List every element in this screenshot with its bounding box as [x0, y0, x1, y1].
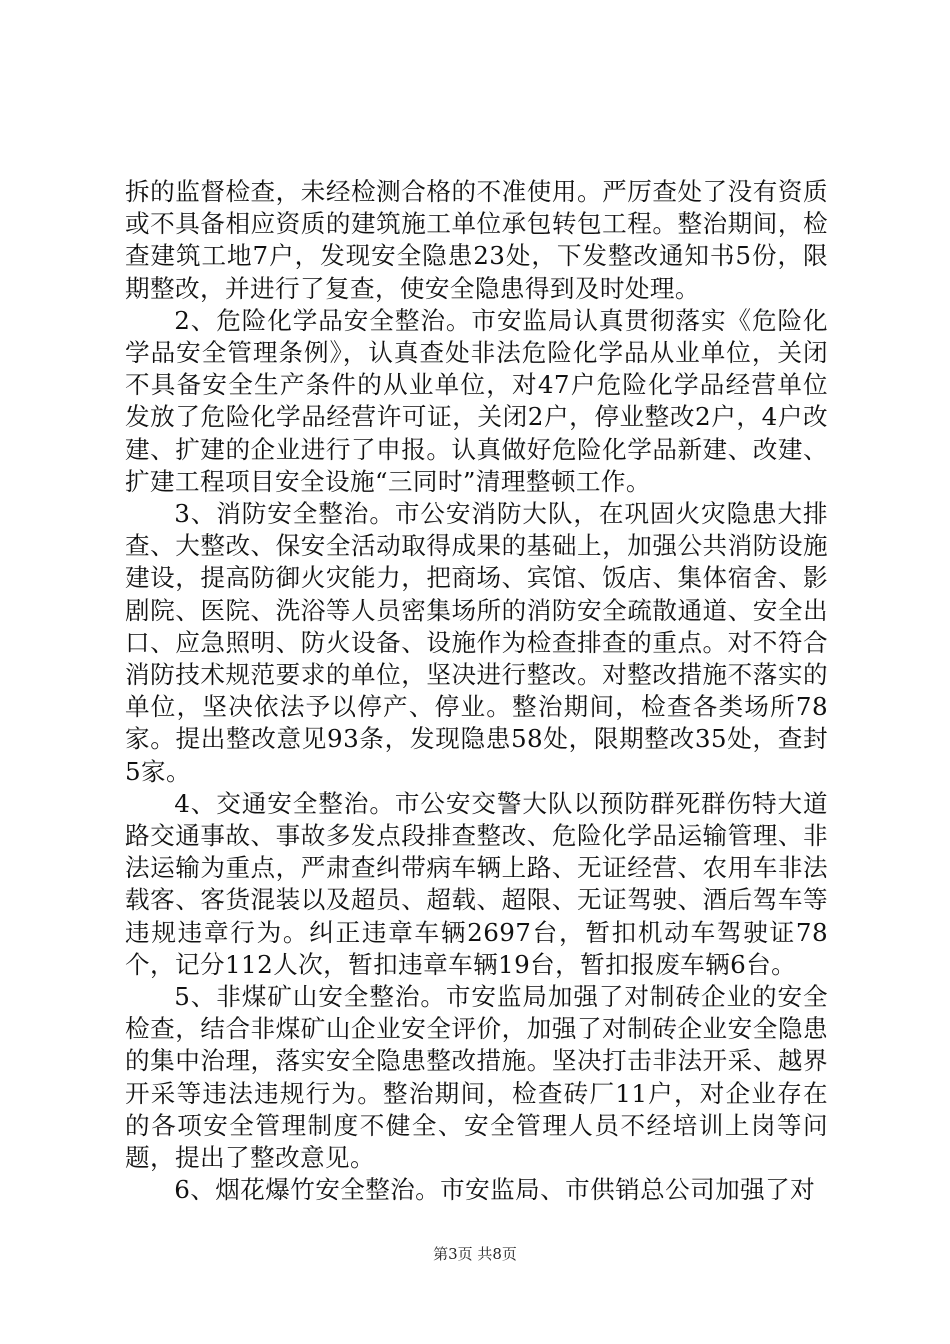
- paragraph-5: 5、非煤矿山安全整治。市安监局加强了对制砖企业的安全检查，结合非煤矿山企业安全评价，加强了对制砖企业安全隐患的集中治理，落实安全隐患整改措施。坚决打击非法开采、越界开采等违法违规行为。整治期间，检查砖厂11户，对企业存在的各项安全管理制度不健全、安全管理人员不经培训上岗等问题，提出了整改意见。: [125, 982, 828, 1173]
- document-body: [125, 176, 828, 1207]
- paragraph-1: 拆的监督检查，未经检测合格的不准使用。严厉查处了没有资质或不具备相应资质的建筑施工单位承包转包工程。整治期间，检查建筑工地7户，发现安全隐患23处，下发整改通知书5份，限期整改，并进行了复查，使安全隐患得到及时处理。: [125, 177, 828, 303]
- paragraph-2: 2、危险化学品安全整治。市安监局认真贯彻落实《危险化学品安全管理条例》，认真查处非法危险化学品从业单位，关闭不具备安全生产条件的从业单位，对47户危险化学品经营单位发放了危险化学品经营许可证，关闭2户，停业整改2户，4户改建、扩建的企业进行了申报。认真做好危险化学品新建、改建、扩建工程项目安全设施“三同时”清理整顿工作。: [125, 305, 828, 496]
- paragraph-3: 3、消防安全整治。市公安消防大队，在巩固火灾隐患大排查、大整改、保安全活动取得成果的基础上，加强公共消防设施建设，提高防御火灾能力，把商场、宾馆、饭店、集体宿舍、影剧院、医院、洗浴等人员密集场所的消防安全疏散通道、安全出口、应急照明、防火设备、设施作为检查排查的重点。对不符合消防技术规范要求的单位，坚决进行整改。对整改措施不落实的单位，坚决依法予以停产、停业。整治期间，检查各类场所78家。提出整改意见93条，发现隐患58处，限期整改35处，查封5家。: [125, 499, 828, 786]
- page-number-footer: 第3页 共8页: [433, 1245, 517, 1263]
- paragraph-6: 6、烟花爆竹安全整治。市安监局、市供销总公司加强了对: [174, 1175, 816, 1205]
- paragraph-4: 4、交通安全整治。市公安交警大队以预防群死群伤特大道路交通事故、事故多发点段排查整改、危险化学品运输管理、非法运输为重点，严肃查纠带病车辆上路、无证经营、农用车非法载客、客货混装以及超员、超载、超限、无证驾驶、酒后驾车等违规违章行为。纠正违章车辆2697台，暂扣机动车驾驶证78个，记分112人次，暂扣违章车辆19台，暂扣报废车辆6台。: [125, 788, 828, 979]
